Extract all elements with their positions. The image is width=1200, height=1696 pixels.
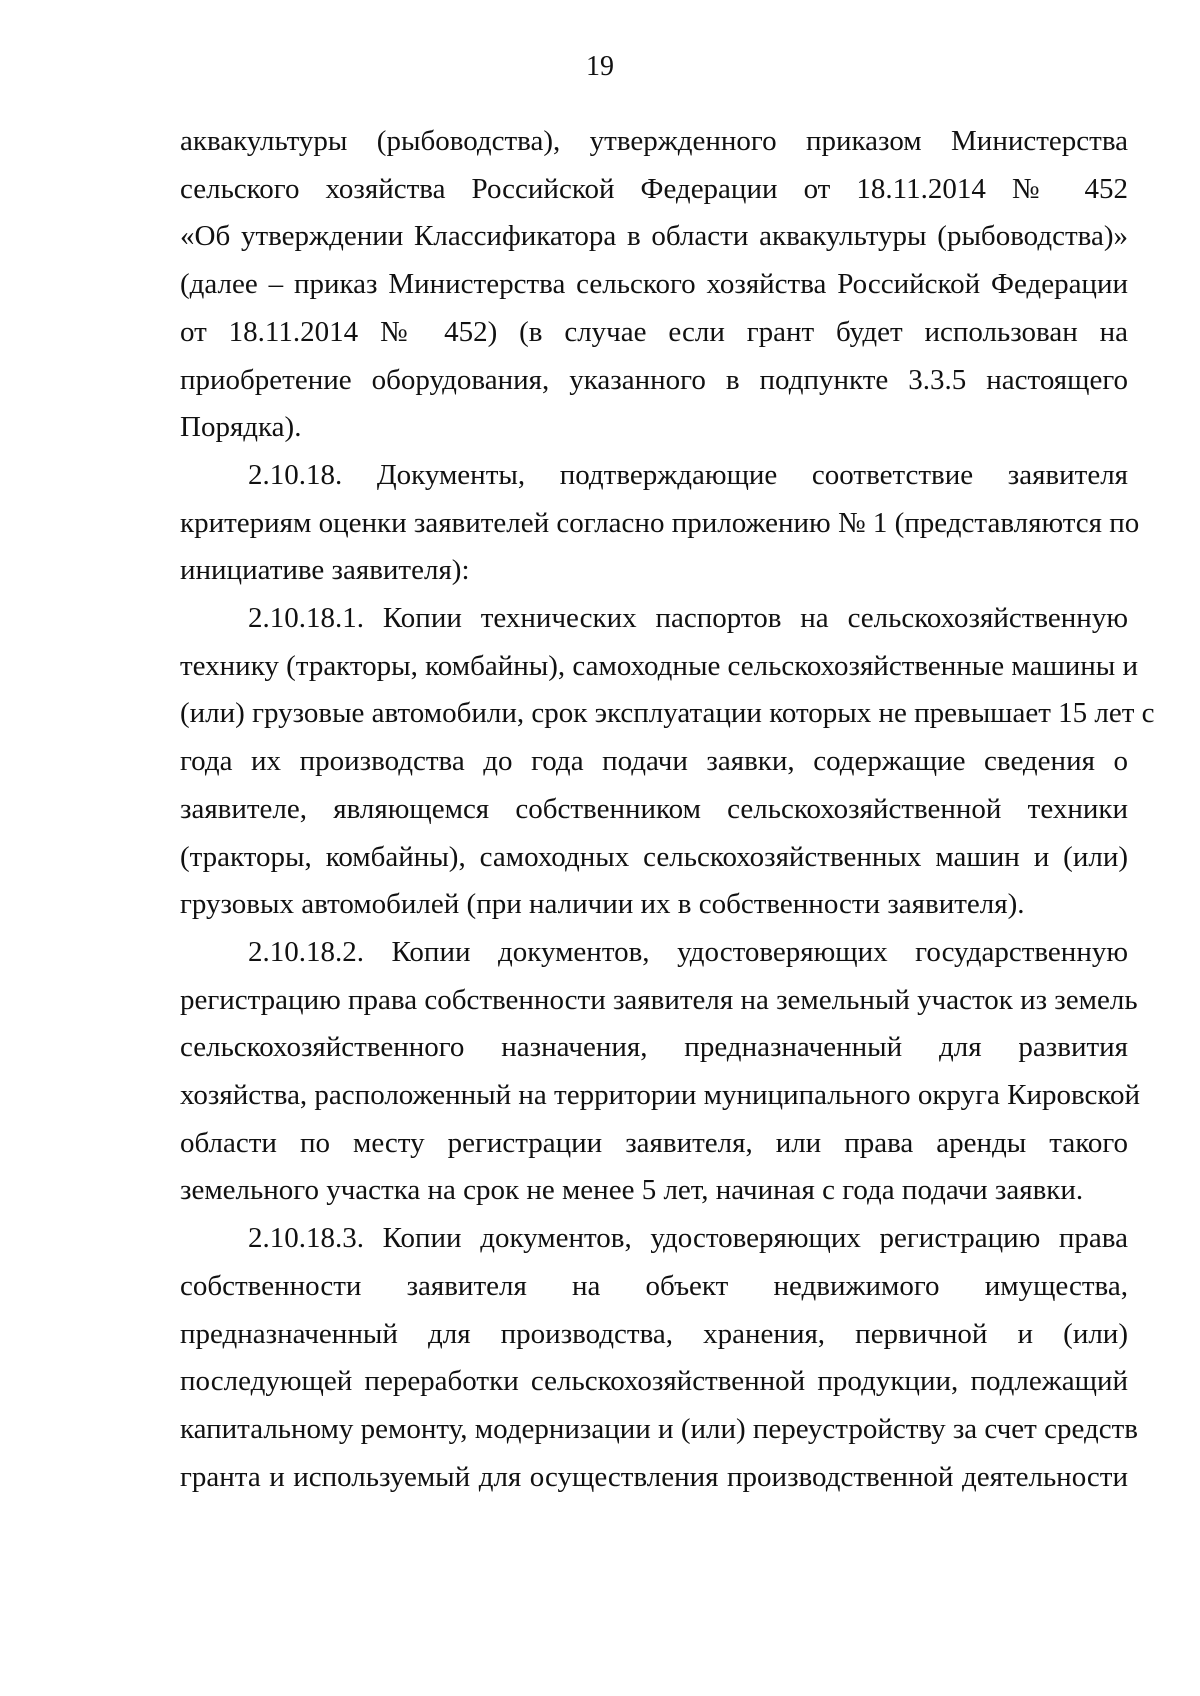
text-line: от 18.11.2014 № 452) (в случае если грант будет использован на — [180, 315, 1128, 348]
text-line: инициативе заявителя): — [180, 554, 470, 587]
page-number: 19 — [586, 51, 614, 82]
text-line: области по месту регистрации заявителя, или права аренды такого — [180, 1126, 1128, 1159]
text-line: капитальному ремонту, модернизации и (или) переустройству за счет средств — [180, 1412, 1138, 1445]
text-line: гранта и используемый для осуществления производственной деятельности — [180, 1460, 1128, 1493]
text-line: (тракторы, комбайны), самоходных сельскохозяйственных машин и (или) — [180, 840, 1128, 873]
text-line: Порядка). — [180, 411, 302, 444]
text-line: аквакультуры (рыбоводства), утвержденного приказом Министерства — [180, 125, 1128, 157]
text-line: земельного участка на срок не менее 5 лет, начиная с года подачи заявки. — [180, 1174, 1084, 1207]
text-line: критериям оценки заявителей согласно приложению № 1 (представляются по — [180, 506, 1140, 539]
text-line: заявителе, являющемся собственником сельскохозяйственной техники — [180, 792, 1128, 825]
text-line: 2.10.18.3. Копии документов, удостоверяющих регистрацию права — [248, 1222, 1128, 1255]
text-line: приобретение оборудования, указанного в подпункте 3.3.5 настоящего — [180, 363, 1128, 396]
text-line: регистрацию права собственности заявителя на земельный участок из земель — [180, 983, 1138, 1016]
text-line: последующей переработки сельскохозяйственной продукции, подлежащий — [180, 1365, 1128, 1398]
text-line: (или) грузовые автомобили, срок эксплуатации которых не превышает 15 лет с — [180, 697, 1155, 730]
text-line: (далее – приказ Министерства сельского хозяйства Российской Федерации — [180, 268, 1128, 301]
text-line: 2.10.18. Документы, подтверждающие соответствие заявителя — [248, 458, 1128, 491]
paragraph — [180, 118, 1128, 452]
paragraph — [180, 452, 1140, 595]
text-line: собственности заявителя на объект недвижимого имущества, — [180, 1269, 1128, 1302]
text-line: 2.10.18.1. Копии технических паспортов на сельскохозяйственную — [248, 602, 1128, 635]
text-line: «Об утверждении Классификатора в области аквакультуры (рыбоводства)» — [180, 220, 1128, 253]
text-line: сельскохозяйственного назначения, предназначенный для развития — [180, 1031, 1128, 1064]
text-line: 2.10.18.2. Копии документов, удостоверяющих государственную — [248, 935, 1128, 968]
text-line: грузовых автомобилей (при наличии их в собственности заявителя). — [180, 888, 1025, 921]
text-line: технику (тракторы, комбайны), самоходные сельскохозяйственные машины и — [180, 649, 1139, 682]
text-line: года их производства до года подачи заявки, содержащие сведения о — [180, 745, 1128, 778]
text-line: сельского хозяйства Российской Федерации от 18.11.2014 № 452 — [180, 172, 1128, 205]
text-line: предназначенный для производства, хранения, первичной и (или) — [180, 1317, 1128, 1350]
paragraph — [180, 595, 1155, 929]
document-body — [180, 118, 1155, 1501]
paragraph — [180, 1215, 1138, 1501]
paragraph — [180, 929, 1141, 1215]
text-line: хозяйства, расположенный на территории муниципального округа Кировской — [180, 1079, 1141, 1112]
